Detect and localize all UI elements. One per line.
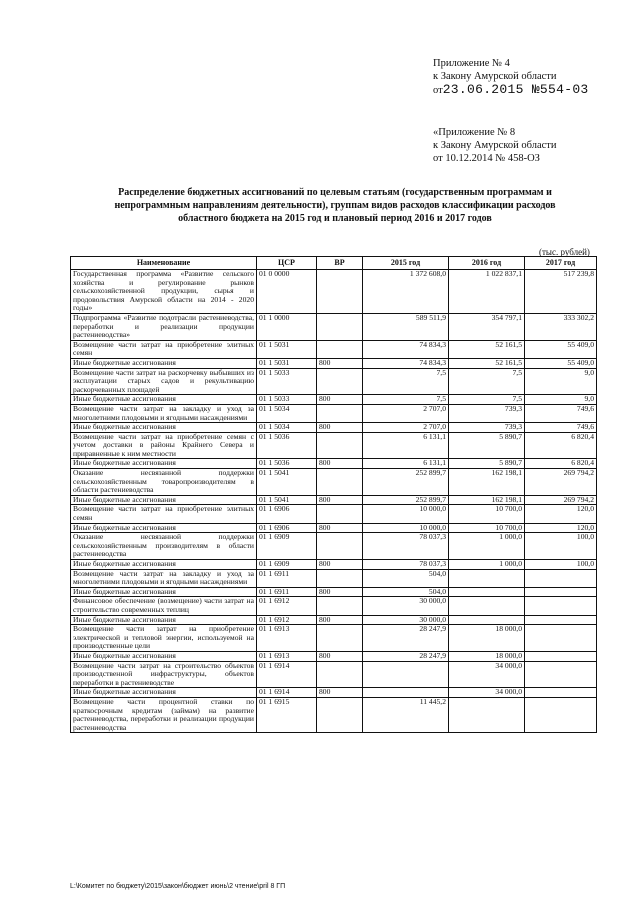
cell-value-2017 [525, 697, 597, 732]
col-header-vr: ВР [317, 257, 363, 270]
cell-vr [317, 313, 363, 340]
cell-vr [317, 625, 363, 652]
cell-value-2015: 2 707,0 [363, 423, 449, 433]
cell-vr: 800 [317, 495, 363, 505]
cell-value-2016 [449, 587, 525, 597]
cell-name: Иные бюджетные ассигнования [71, 615, 257, 625]
cell-csr: 01 1 6906 [257, 523, 317, 533]
cell-csr: 01 1 5031 [257, 358, 317, 368]
cell-value-2017: 120,0 [525, 505, 597, 523]
cell-value-2017: 9,0 [525, 395, 597, 405]
table-row [71, 569, 597, 587]
cell-value-2016: 18 000,0 [449, 651, 525, 661]
cell-value-2017 [525, 597, 597, 615]
cell-value-2016: 7,5 [449, 368, 525, 395]
cell-value-2015 [363, 661, 449, 688]
table-row [71, 368, 597, 395]
table-row [71, 651, 597, 661]
col-header-2016: 2016 год [449, 257, 525, 270]
table-row [71, 395, 597, 405]
cell-csr: 01 1 5041 [257, 469, 317, 496]
cell-value-2016: 1 022 837,1 [449, 270, 525, 314]
cell-vr [317, 469, 363, 496]
cell-name: Иные бюджетные ассигнования [71, 495, 257, 505]
cell-vr: 800 [317, 688, 363, 698]
cell-csr: 01 1 6914 [257, 661, 317, 688]
cell-value-2016: 5 890,7 [449, 432, 525, 459]
cell-value-2016: 52 161,5 [449, 358, 525, 368]
table-row [71, 404, 597, 422]
table-row [71, 340, 597, 358]
appendix-4-date-number: 23.06.2015 №554-03 [442, 82, 589, 97]
cell-csr: 01 0 0000 [257, 270, 317, 314]
cell-value-2015: 78 037,3 [363, 533, 449, 560]
document-title: Распределение бюджетных ассигнований по целевым статьям (государственным программам и непрограммным направлениям деятельности), группам видов расходов классификации расходов областного бюджета на 2015 год и плановый период 2016 и 2017 годов [114, 187, 556, 224]
cell-value-2017 [525, 661, 597, 688]
cell-vr [317, 505, 363, 523]
cell-value-2016 [449, 597, 525, 615]
cell-value-2015: 7,5 [363, 368, 449, 395]
cell-csr: 01 1 6906 [257, 505, 317, 523]
cell-vr [317, 368, 363, 395]
cell-name: Возмещение части затрат на закладку и уход за многолетними плодовыми и ягодными насаждениями [71, 404, 257, 422]
cell-value-2016: 34 000,0 [449, 661, 525, 688]
table-row [71, 432, 597, 459]
cell-value-2017: 120,0 [525, 523, 597, 533]
cell-name: Оказание несвязанной поддержки сельскохозяйственным производителям в области растениеводства [71, 533, 257, 560]
appendix-4-date: от23.06.2015 №554-03 [433, 82, 589, 97]
cell-value-2015: 1 372 608,0 [363, 270, 449, 314]
cell-value-2016: 739,3 [449, 423, 525, 433]
cell-value-2016: 10 700,0 [449, 505, 525, 523]
cell-csr: 01 1 6914 [257, 688, 317, 698]
cell-value-2017: 100,0 [525, 533, 597, 560]
cell-value-2017 [525, 569, 597, 587]
cell-vr [317, 270, 363, 314]
cell-vr: 800 [317, 358, 363, 368]
cell-vr [317, 432, 363, 459]
cell-value-2017: 749,6 [525, 423, 597, 433]
cell-csr: 01 1 6909 [257, 560, 317, 570]
cell-csr: 01 1 5034 [257, 404, 317, 422]
cell-value-2017 [525, 587, 597, 597]
cell-value-2015: 28 247,9 [363, 651, 449, 661]
cell-value-2017: 269 794,2 [525, 495, 597, 505]
table-row [71, 505, 597, 523]
cell-csr: 01 1 6915 [257, 697, 317, 732]
cell-csr: 01 1 5036 [257, 459, 317, 469]
cell-value-2017: 749,6 [525, 404, 597, 422]
cell-value-2015: 504,0 [363, 569, 449, 587]
cell-csr: 01 1 5033 [257, 368, 317, 395]
cell-value-2017: 6 820,4 [525, 459, 597, 469]
cell-value-2016: 52 161,5 [449, 340, 525, 358]
table-row [71, 615, 597, 625]
cell-value-2016 [449, 697, 525, 732]
cell-value-2015: 7,5 [363, 395, 449, 405]
cell-value-2016: 10 700,0 [449, 523, 525, 533]
cell-name: Подпрограмма «Развитие подотрасли растениеводства, переработки и реализации продукции растениеводства» [71, 313, 257, 340]
table-row [71, 270, 597, 314]
cell-value-2016: 1 000,0 [449, 560, 525, 570]
cell-value-2015: 252 899,7 [363, 469, 449, 496]
table-row [71, 423, 597, 433]
table-row [71, 358, 597, 368]
cell-csr: 01 1 6912 [257, 615, 317, 625]
cell-value-2017: 9,0 [525, 368, 597, 395]
cell-value-2017 [525, 651, 597, 661]
table-row [71, 523, 597, 533]
cell-csr: 01 1 6911 [257, 569, 317, 587]
appendix-4-law: к Закону Амурской области [433, 71, 557, 82]
cell-name: Возмещение части затрат на приобретение семян с учетом доставки в районы Крайнего Севера и приравненные к ним местности [71, 432, 257, 459]
cell-value-2015: 10 000,0 [363, 523, 449, 533]
cell-value-2016: 7,5 [449, 395, 525, 405]
cell-vr [317, 597, 363, 615]
cell-csr: 01 1 0000 [257, 313, 317, 340]
cell-csr: 01 1 6912 [257, 597, 317, 615]
cell-name: Возмещение части затрат на закладку и уход за многолетними плодовыми и ягодными насаждениями [71, 569, 257, 587]
cell-name: Возмещение части затрат на строительство объектов производственной инфраструктуры, объектов переработки в растениеводстве [71, 661, 257, 688]
appendix-8-date: от 10.12.2014 № 458-ОЗ [433, 153, 540, 164]
cell-value-2016: 354 797,1 [449, 313, 525, 340]
units-label: (тыс. рублей) [539, 247, 590, 257]
cell-csr: 01 1 6909 [257, 533, 317, 560]
table-row [71, 469, 597, 496]
cell-vr: 800 [317, 423, 363, 433]
table-header-row [71, 257, 597, 270]
cell-value-2016: 34 000,0 [449, 688, 525, 698]
cell-csr: 01 1 5034 [257, 423, 317, 433]
cell-value-2016: 162 198,1 [449, 469, 525, 496]
cell-value-2017: 100,0 [525, 560, 597, 570]
table-row [71, 697, 597, 732]
cell-value-2015: 28 247,9 [363, 625, 449, 652]
cell-vr [317, 533, 363, 560]
cell-value-2016: 162 198,1 [449, 495, 525, 505]
cell-name: Иные бюджетные ассигнования [71, 560, 257, 570]
cell-value-2017 [525, 688, 597, 698]
cell-value-2015: 10 000,0 [363, 505, 449, 523]
col-header-name: Наименование [71, 257, 257, 270]
cell-value-2015: 30 000,0 [363, 615, 449, 625]
cell-csr: 01 1 5031 [257, 340, 317, 358]
table-row [71, 533, 597, 560]
col-header-2015: 2015 год [363, 257, 449, 270]
file-path-footer: L:\Комитет по бюджету\2015\закон\бюджет июнь\2 чтение\pril 8 ГП [70, 883, 286, 890]
cell-value-2017: 55 409,0 [525, 358, 597, 368]
cell-vr [317, 340, 363, 358]
cell-csr: 01 1 6913 [257, 651, 317, 661]
cell-value-2015: 2 707,0 [363, 404, 449, 422]
cell-value-2015: 6 131,1 [363, 459, 449, 469]
cell-vr: 800 [317, 523, 363, 533]
cell-csr: 01 1 6913 [257, 625, 317, 652]
cell-value-2016: 1 000,0 [449, 533, 525, 560]
cell-vr: 800 [317, 587, 363, 597]
cell-value-2016: 5 890,7 [449, 459, 525, 469]
cell-name: Возмещение части затрат на раскорчевку выбывших из эксплуатации старых садов и рекультивацию раскорчеванных площадей [71, 368, 257, 395]
cell-vr: 800 [317, 560, 363, 570]
cell-vr [317, 697, 363, 732]
cell-value-2015: 30 000,0 [363, 597, 449, 615]
cell-name: Иные бюджетные ассигнования [71, 651, 257, 661]
table-row [71, 625, 597, 652]
cell-value-2015: 11 445,2 [363, 697, 449, 732]
table-row [71, 313, 597, 340]
cell-csr: 01 1 5036 [257, 432, 317, 459]
cell-value-2017 [525, 615, 597, 625]
cell-vr [317, 661, 363, 688]
cell-value-2016: 18 000,0 [449, 625, 525, 652]
appendix-8-law: к Закону Амурской области [433, 140, 557, 151]
cell-name: Государственная программа «Развитие сельского хозяйства и регулирование рынков сельскохозяйственной продукции, сырья и продовольствия Амурской области на 2014 - 2020 годы» [71, 270, 257, 314]
cell-name: Иные бюджетные ассигнования [71, 688, 257, 698]
table-body [71, 270, 597, 733]
table-row [71, 459, 597, 469]
col-header-csr: ЦСР [257, 257, 317, 270]
cell-name: Иные бюджетные ассигнования [71, 423, 257, 433]
appendix-4-header [433, 57, 589, 97]
cell-vr: 800 [317, 395, 363, 405]
cell-value-2016: 739,3 [449, 404, 525, 422]
cell-name: Иные бюджетные ассигнования [71, 358, 257, 368]
cell-vr [317, 569, 363, 587]
table-row [71, 587, 597, 597]
cell-value-2015 [363, 688, 449, 698]
table-row [71, 597, 597, 615]
table-row [71, 688, 597, 698]
cell-vr: 800 [317, 651, 363, 661]
cell-csr: 01 1 5033 [257, 395, 317, 405]
table-row [71, 495, 597, 505]
cell-name: Иные бюджетные ассигнования [71, 395, 257, 405]
cell-value-2015: 78 037,3 [363, 560, 449, 570]
table-row [71, 661, 597, 688]
cell-value-2017: 517 239,8 [525, 270, 597, 314]
cell-value-2017: 269 794,2 [525, 469, 597, 496]
cell-value-2015: 504,0 [363, 587, 449, 597]
cell-name: Возмещение части затрат на приобретение элитных семян [71, 340, 257, 358]
cell-value-2017 [525, 625, 597, 652]
cell-value-2015: 74 834,3 [363, 340, 449, 358]
cell-name: Возмещение части процентной ставки по краткосрочным кредитам (займам) на развитие растениеводства, переработки и реализации продукции растениеводства [71, 697, 257, 732]
cell-vr: 800 [317, 615, 363, 625]
cell-csr: 01 1 6911 [257, 587, 317, 597]
cell-value-2016 [449, 615, 525, 625]
cell-value-2015: 252 899,7 [363, 495, 449, 505]
cell-value-2015: 6 131,1 [363, 432, 449, 459]
cell-name: Финансовое обеспечение (возмещение) части затрат на строительство современных теплиц [71, 597, 257, 615]
budget-table [70, 256, 597, 733]
appendix-8-header [433, 126, 557, 165]
cell-name: Иные бюджетные ассигнования [71, 587, 257, 597]
cell-value-2016 [449, 569, 525, 587]
cell-vr: 800 [317, 459, 363, 469]
cell-value-2017: 55 409,0 [525, 340, 597, 358]
col-header-2017: 2017 год [525, 257, 597, 270]
cell-name: Иные бюджетные ассигнования [71, 459, 257, 469]
cell-name: Оказание несвязанной поддержки сельскохозяйственным товаропроизводителям в области растениеводства [71, 469, 257, 496]
cell-value-2017: 6 820,4 [525, 432, 597, 459]
table-row [71, 560, 597, 570]
cell-csr: 01 1 5041 [257, 495, 317, 505]
cell-vr [317, 404, 363, 422]
cell-value-2017: 333 302,2 [525, 313, 597, 340]
cell-name: Иные бюджетные ассигнования [71, 523, 257, 533]
appendix-8-title: «Приложение № 8 [433, 127, 516, 138]
cell-name: Возмещение части затрат на приобретение электрической и тепловой энергии, используемой на производственные цели [71, 625, 257, 652]
cell-value-2015: 74 834,3 [363, 358, 449, 368]
cell-name: Возмещение части затрат на приобретение элитных семян [71, 505, 257, 523]
cell-value-2015: 589 511,9 [363, 313, 449, 340]
appendix-4-title: Приложение № 4 [433, 58, 510, 69]
